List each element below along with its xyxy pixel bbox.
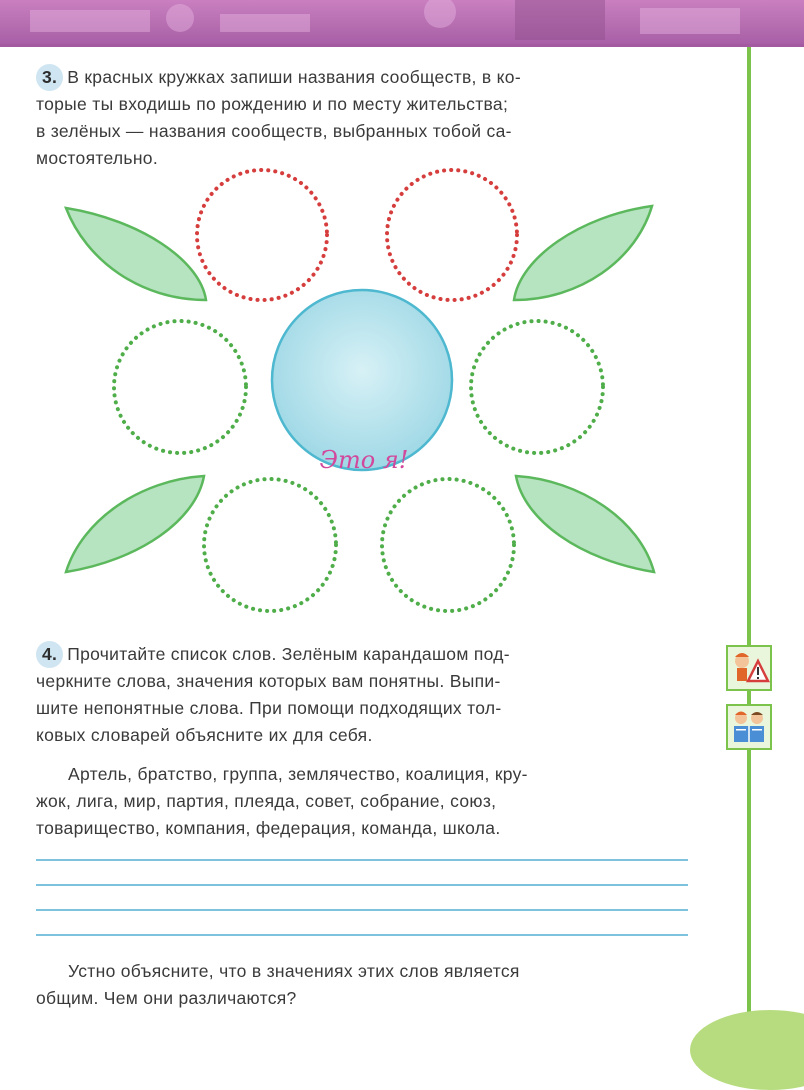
task-4-line-2: черкните слова, значения которых вам понятны. Выпи- [36, 671, 501, 691]
center-circle [272, 290, 452, 470]
page-corner-decoration [690, 1010, 804, 1090]
leaf-top-left [66, 208, 206, 300]
task-4-text [36, 641, 688, 749]
task-4-number: 4. [36, 641, 63, 668]
leaf-bottom-right [516, 476, 654, 572]
banner-decoration [0, 0, 804, 44]
task-4-line-4: ковых словарей объясните их для себя. [36, 725, 373, 745]
task-4-line-3: шите непонятные слова. При помощи подходящих тол- [36, 698, 502, 718]
final-question-line-2: общим. Чем они различаются? [36, 988, 297, 1008]
green-circle-right[interactable] [471, 321, 603, 453]
task-3-line-3: в зелёных — названия сообществ, выбранных тобой са- [36, 121, 512, 141]
word-list-cont [36, 788, 688, 842]
red-circle-right[interactable] [387, 170, 517, 300]
task-3-line-2: торые ты входишь по рождению и по месту жительства; [36, 94, 509, 114]
task-3-line-1: В красных кружках запиши названия сообществ, в ко- [67, 67, 521, 87]
leaf-top-right [514, 206, 652, 300]
word-list-line-1: Артель, братство, группа, землячество, коалиция, кру- [68, 764, 528, 784]
final-question [36, 958, 688, 985]
writing-line-3[interactable] [36, 909, 688, 911]
final-question-line-1: Устно объясните, что в значениях этих слов является [68, 961, 520, 981]
reading-children-icon [726, 704, 772, 750]
community-flower-diagram [0, 150, 720, 620]
writing-line-2[interactable] [36, 884, 688, 886]
writing-line-4[interactable] [36, 934, 688, 936]
green-circle-bottom-left[interactable] [204, 479, 336, 611]
writing-line-1[interactable] [36, 859, 688, 861]
green-circle-bottom-right[interactable] [382, 479, 514, 611]
word-list-line-3: товарищество, компания, федерация, команда, школа. [36, 818, 501, 838]
task-4-line-1: Прочитайте список слов. Зелёным карандашом под- [67, 644, 510, 664]
red-circle-left[interactable] [197, 170, 327, 300]
task-3-line-4: мостоятельно. [36, 148, 158, 168]
final-question-cont [36, 985, 688, 1012]
word-list-line-2: жок, лига, мир, партия, плеяда, совет, собрание, союз, [36, 791, 497, 811]
green-circle-left[interactable] [114, 321, 246, 453]
margin-line [747, 47, 751, 1045]
warning-children-icon [726, 645, 772, 691]
word-list [36, 761, 688, 788]
top-banner [0, 0, 804, 47]
center-label: Это я! [319, 446, 409, 474]
task-3-number: 3. [36, 64, 63, 91]
leaf-bottom-left [66, 476, 204, 572]
